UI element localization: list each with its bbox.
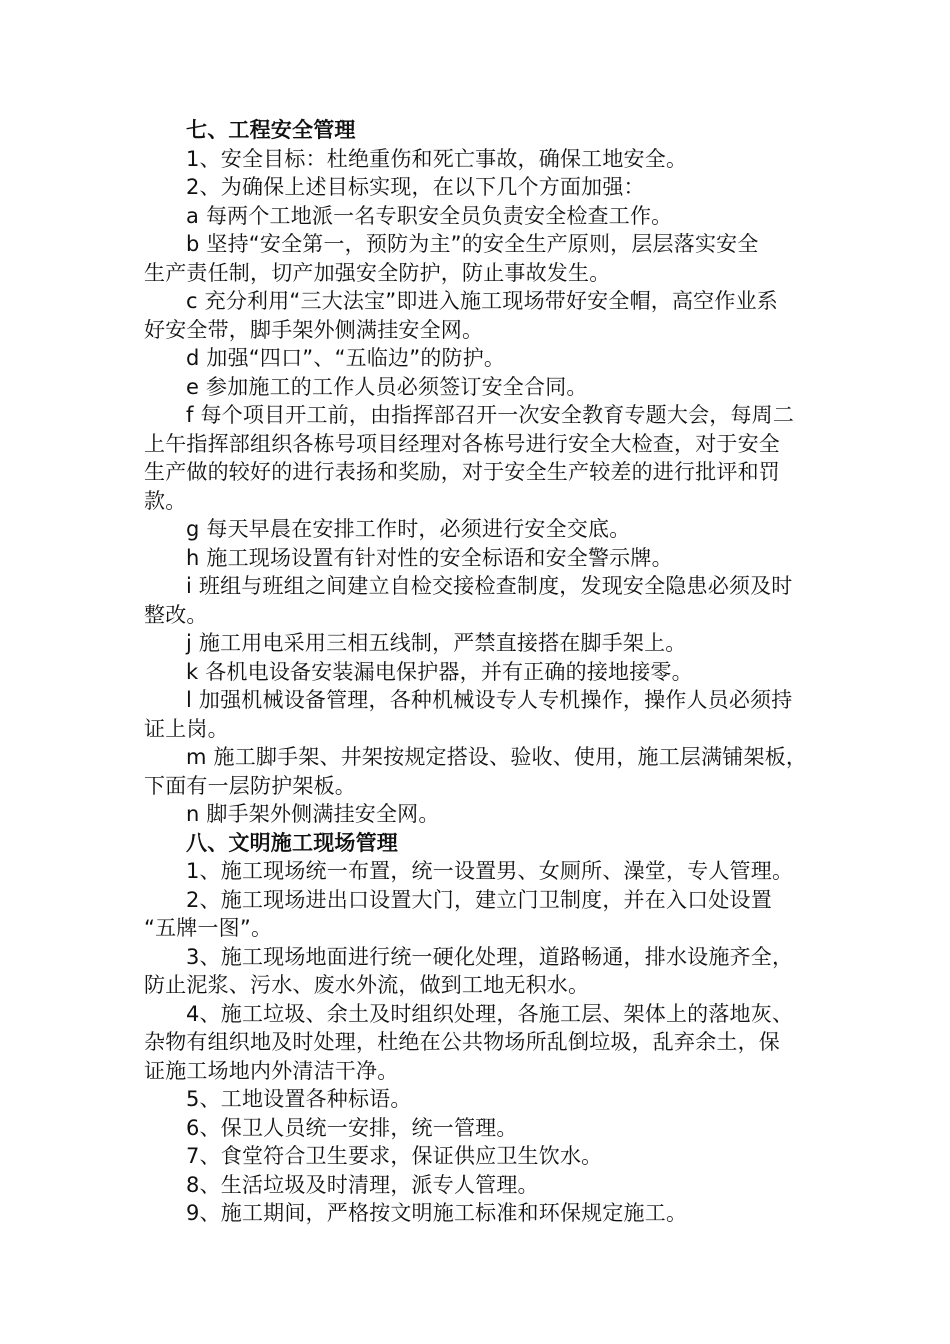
text-line: n 脚手架外侧满挂安全网。	[186, 802, 440, 826]
text-line: 5、工地设置各种标语。	[186, 1087, 412, 1111]
text-line: b 坚持“安全第一，预防为主”的安全生产原则，层层落实安全	[186, 232, 759, 256]
text-line: 防止泥浆、污水、废水外流，做到工地无积水。	[144, 973, 590, 997]
text-line: 整改。	[144, 602, 208, 627]
text-line: 6、保卫人员统一安排，统一管理。	[186, 1115, 518, 1140]
text-line: 证上岗。	[144, 716, 229, 741]
text-line: g 每天早晨在安排工作时，必须进行安全交底。	[186, 517, 631, 541]
text-line: 9、施工期间，严格按文明施工标准和环保规定施工。	[186, 1201, 688, 1225]
text-line: 2、为确保上述目标实现，在以下几个方面加强：	[186, 175, 645, 199]
section-heading: 八、文明施工现场管理	[186, 830, 398, 855]
text-line: 1、施工现场统一布置，统一设置男、女厕所、澡堂，专人管理。	[186, 859, 794, 883]
text-line: 生产做的较好的进行表扬和奖励，对于安全生产较差的进行批评和罚	[144, 460, 780, 484]
text-line: 4、施工垃圾、余土及时组织处理，各施工层、架体上的落地灰、	[186, 1001, 794, 1026]
text-line: 8、生活垃圾及时清理，派专人管理。	[186, 1172, 539, 1197]
text-line: i 班组与班组之间建立自检交接检查制度，发现安全隐患必须及时	[186, 574, 793, 598]
section-heading: 七、工程安全管理	[186, 118, 356, 142]
text-line: 下面有一层防护架板。	[144, 773, 356, 798]
text-line: “五牌一图”。	[144, 916, 273, 940]
text-line: a 每两个工地派一名专职安全员负责安全检查工作。	[186, 203, 673, 228]
text-line: e 参加施工的工作人员必须签订安全合同。	[186, 374, 588, 399]
text-line: 1、安全目标：杜绝重伤和死亡事故，确保工地安全。	[186, 146, 688, 171]
text-line: 7、食堂符合卫生要求，保证供应卫生饮水。	[186, 1144, 603, 1168]
text-line: d 加强“四口”、“五临边”的防护。	[186, 346, 506, 370]
text-line: c 充分利用“三大法宝”即进入施工现场带好安全帽，高空作业系	[186, 289, 778, 313]
text-line: 证施工场地内外清洁干净。	[144, 1058, 399, 1083]
text-line: m 施工脚手架、井架按规定搭设、验收、使用，施工层满铺架板，	[186, 745, 808, 769]
text-line: 2、施工现场进出口设置大门，建立门卫制度，并在入口处设置	[186, 887, 772, 912]
text-line: 生产责任制，切产加强安全防护，防止事故发生。	[144, 260, 611, 285]
text-line: 好安全带，脚手架外侧满挂安全网。	[144, 317, 484, 342]
document-body	[144, 116, 820, 1228]
text-line: k 各机电设备安装漏电保护器，并有正确的接地接零。	[186, 659, 693, 684]
text-line: 款。	[144, 488, 187, 513]
text-line: j 施工用电采用三相五线制，严禁直接搭在脚手架上。	[186, 631, 687, 655]
text-line: f 每个项目开工前，由指挥部召开一次安全教育专题大会，每周二	[186, 403, 795, 427]
text-line: 3、施工现场地面进行统一硬化处理，道路畅通，排水设施齐全，	[186, 944, 794, 969]
text-line: 杂物有组织地及时处理，杜绝在公共物场所乱倒垃圾，乱弃余土，保	[144, 1030, 780, 1054]
text-line: 上午指挥部组织各栋号项目经理对各栋号进行安全大检查，对于安全	[144, 431, 780, 456]
text-line: h 施工现场设置有针对性的安全标语和安全警示牌。	[186, 545, 673, 570]
text-line: l 加强机械设备管理，各种机械设专人专机操作，操作人员必须持	[186, 688, 793, 712]
